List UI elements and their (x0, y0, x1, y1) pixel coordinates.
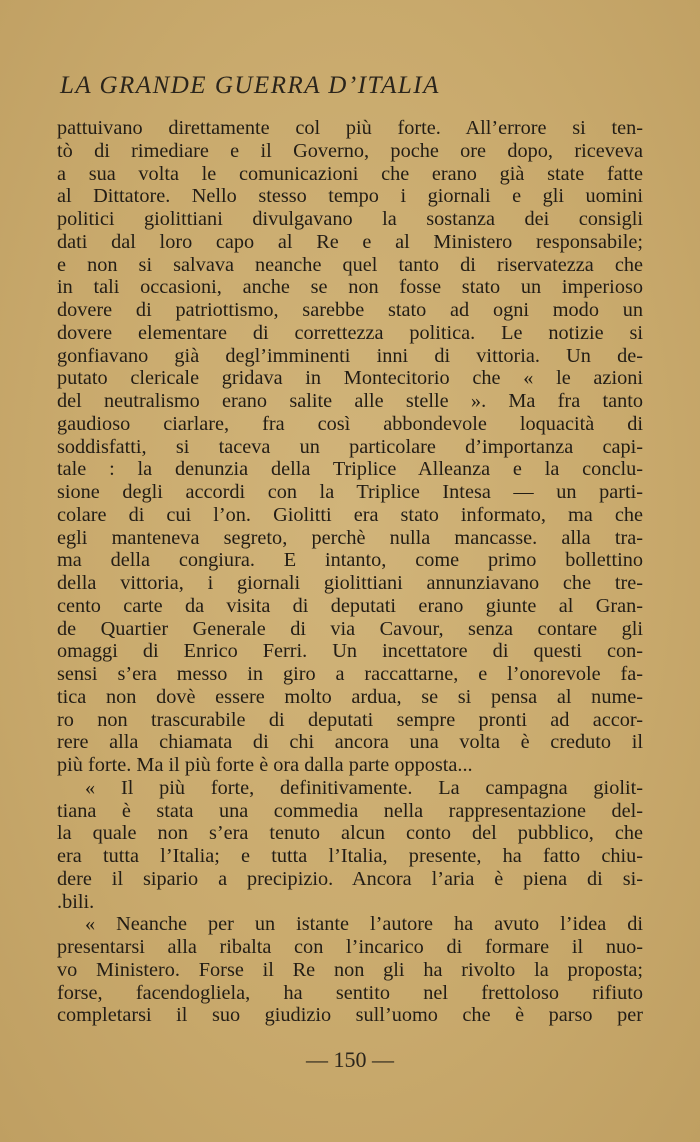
text-line: tiana è stata una commedia nella rappresentazione del- (57, 799, 643, 822)
text-line: completarsi il suo giudizio sull’uomo che è parso per (57, 1004, 643, 1027)
text-line: omaggi di Enrico Ferri. Un incettatore di questi con- (57, 640, 643, 663)
text-line: cento carte da visita di deputati erano giunte al Gran- (57, 594, 643, 617)
text-line: del neutralismo erano salite alle stelle ». Ma fra tanto (57, 390, 643, 412)
text-line: gonfiavano già degl’imminenti inni di vittoria. Un de- (57, 344, 643, 367)
text-line: gaudioso ciarlare, fra così abbondevole loquacità di (57, 412, 643, 435)
body-text (57, 117, 643, 1027)
text-line: sione degli accordi con la Triplice Intesa — un parti- (57, 481, 643, 503)
text-line: rere alla chiamata di chi ancora una volta è creduto il (57, 731, 643, 754)
text-line: vo Ministero. Forse il Re non gli ha rivolto la proposta; (57, 958, 643, 981)
text-line: della vittoria, i giornali giolittiani annunziavano che tre- (57, 572, 643, 594)
text-line: .bili. (57, 890, 95, 913)
text-line: dati dal loro capo al Re e al Ministero responsabile; (57, 230, 643, 253)
text-line: in tali occasioni, anche se non fosse stato un imperioso (57, 276, 643, 299)
text-line: forse, facendogliela, ha sentito nel frettoloso rifiuto (57, 981, 643, 1004)
page-number: — 150 — (306, 1047, 394, 1072)
text-line: più forte. Ma il più forte è ora dalla parte opposta... (57, 754, 473, 776)
text-line: dovere di patriottismo, sarebbe stato ad ogni modo un (57, 299, 643, 321)
text-line: ro non trascurabile di deputati sempre pronti ad accor- (57, 708, 643, 731)
text-line: era tutta l’Italia; e tutta l’Italia, presente, ha fatto chiu- (57, 845, 643, 867)
text-line: « Il più forte, definitivamente. La campagna giolit- (85, 776, 643, 799)
text-line: tò di rimediare e il Governo, poche ore dopo, riceveva (57, 139, 643, 162)
text-line: tale : la denunzia della Triplice Alleanza e la conclu- (57, 458, 643, 481)
text-line: a sua volta le comunicazioni che erano già state fatte (57, 162, 643, 185)
text-line: egli manteneva segreto, perchè nulla mancasse. alla tra- (57, 526, 643, 549)
text-line: colare di cui l’on. Giolitti era stato informato, ma che (57, 503, 643, 526)
text-line: de Quartier Generale di via Cavour, senza contare gli (57, 617, 643, 640)
text-line: politici giolittiani divulgavano la sostanza dei consigli (57, 208, 643, 230)
text-line: ma della congiura. E intanto, come primo bollettino (57, 549, 643, 572)
text-line: soddisfatti, si taceva un particolare d’importanza capi- (57, 435, 643, 458)
text-line: putato clericale gridava in Montecitorio che « le azioni (57, 367, 643, 390)
text-line: dovere elementare di correttezza politica. Le notizie si (57, 321, 643, 344)
text-line: al Dittatore. Nello stesso tempo i giornali e gli uomini (57, 185, 643, 208)
text-line: presentarsi alla ribalta con l’incarico di formare il nuo- (57, 936, 643, 958)
text-line: dere il sipario a precipizio. Ancora l’aria è piena di si- (57, 867, 643, 890)
running-head: LA GRANDE GUERRA D’ITALIA (60, 72, 440, 99)
text-line: e non si salvava neanche quel tanto di riservatezza che (57, 253, 643, 276)
text-line: tica non dovè essere molto ardua, se si pensa al nume- (57, 685, 643, 708)
text-line: « Neanche per un istante l’autore ha avuto l’idea di (85, 913, 643, 936)
text-line: pattuivano direttamente col più forte. All’errore si ten- (57, 117, 643, 139)
text-line: la quale non s’era tenuto alcun conto del pubblico, che (57, 822, 643, 845)
text-line: sensi s’era messo in giro a raccattarne, e l’onorevole fa- (57, 663, 643, 685)
